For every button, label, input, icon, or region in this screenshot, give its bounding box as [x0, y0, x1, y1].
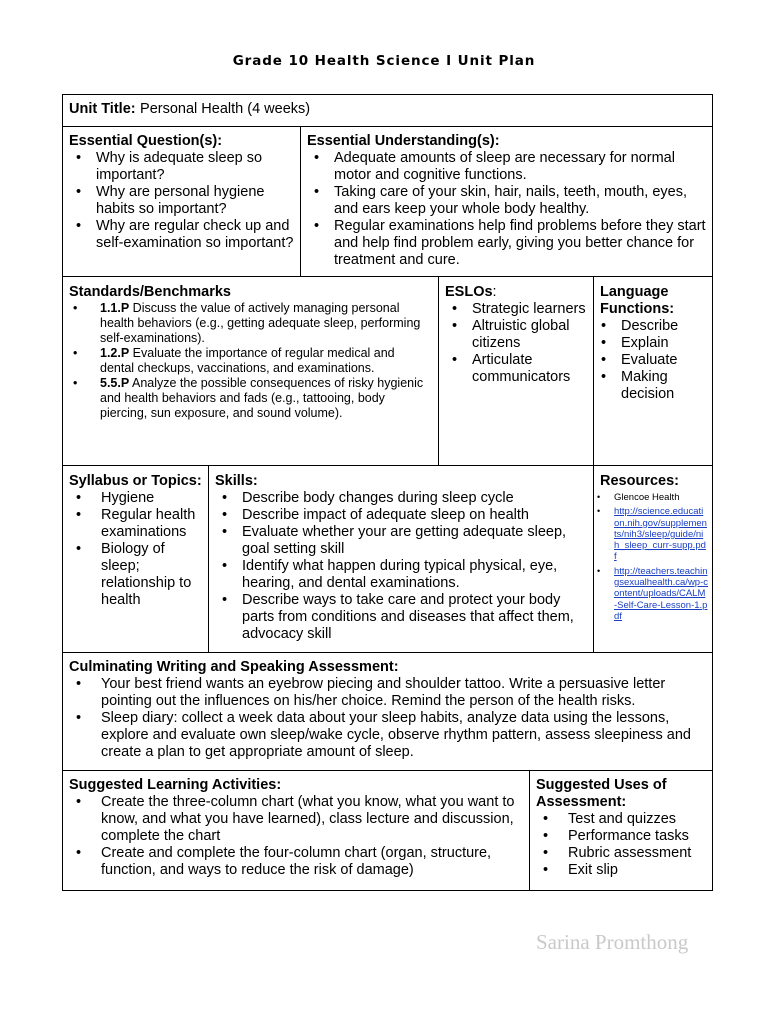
eslos-heading [445, 284, 587, 301]
list-item: • Describe [594, 318, 708, 335]
eslos-heading-colon: : [492, 284, 497, 300]
standards-cell [63, 284, 438, 421]
list-item: • Articulate communicators [445, 352, 587, 386]
resource-link[interactable]: http://science.education.nih.gov/supplements/nih3/sleep/guide/nih_sleep_curr-supp.pdf [614, 506, 707, 563]
list-item: • Sleep diary: collect a week data about your sleep habits, analyze data using the lessons, explore and evaluate own sleep/wake cycle, observe rhythm pattern, assess sleepiness and create a plan to get appropriate amount of sleep. [69, 710, 708, 761]
unit-title-cell [63, 100, 714, 118]
row-divider [63, 126, 712, 127]
list-item: • Regular examinations help find problems before they start and help find problem early, giving you better chance for treatment and cure. [307, 218, 708, 269]
list-item: • Exit slip [536, 862, 708, 879]
eslos-list [445, 301, 587, 386]
skills-heading: Skills: [215, 473, 258, 489]
learning-activities-heading: Suggested Learning Activities: [69, 777, 282, 793]
list-item: • Test and quizzes [536, 811, 708, 828]
row-divider [63, 465, 712, 466]
essential-questions-heading: Essential Question(s): [69, 133, 223, 149]
resources-heading: Resources: [600, 473, 679, 489]
list-item: • Altruistic global citizens [445, 318, 587, 352]
assessment-uses-list [536, 811, 708, 879]
list-item: • Taking care of your skin, hair, nails, teeth, mouth, eyes, and ears keep your whole body healthy. [307, 184, 708, 218]
language-functions-cell [594, 284, 714, 403]
standards-list [69, 301, 432, 421]
list-item: • Describe ways to take care and protect your body parts from conditions and diseases that affect them, advocacy skill [215, 592, 587, 643]
list-item: • Explain [594, 335, 708, 352]
list-item: • Why are regular check up and self-examination so important? [69, 218, 294, 252]
row-divider [63, 770, 712, 771]
list-item: • Why is adequate sleep so important? [69, 150, 294, 184]
essential-understandings-list [307, 150, 708, 269]
skills-cell [209, 473, 593, 643]
row-divider [63, 276, 712, 277]
standard-text: Evaluate the importance of regular medical and dental checkups, vaccinations, and examinations. [100, 346, 395, 375]
standard-code: 5.5.P [100, 376, 130, 390]
list-item: • Making decision [594, 369, 708, 403]
list-item [594, 566, 708, 622]
essential-understandings-cell [301, 133, 714, 269]
syllabus-list [69, 490, 202, 609]
language-functions-heading: Language Functions: [600, 284, 675, 317]
list-item: • Performance tasks [536, 828, 708, 845]
standards-heading: Standards/Benchmarks [69, 284, 231, 300]
resources-cell [594, 473, 714, 625]
learning-activities-cell [63, 777, 529, 879]
culminating-assessment-heading: Culminating Writing and Speaking Assessment: [69, 659, 399, 675]
list-item: • Evaluate [594, 352, 708, 369]
list-item: • Describe impact of adequate sleep on health [215, 507, 587, 524]
list-item [69, 301, 432, 346]
list-item: • Strategic learners [445, 301, 587, 318]
assessment-uses-cell [530, 777, 714, 879]
syllabus-cell [63, 473, 208, 609]
unit-title-value: Personal Health (4 weeks) [140, 101, 311, 117]
list-item: • Hygiene [69, 490, 202, 507]
learning-activities-list [69, 794, 523, 879]
skills-list [215, 490, 587, 643]
list-item: • Identify what happen during typical physical, eye, hearing, and dental examinations. [215, 558, 587, 592]
list-item [69, 376, 432, 421]
unit-title-label: Unit Title: [69, 101, 136, 117]
essential-understandings-heading: Essential Understanding(s): [307, 133, 500, 149]
eslos-heading-text: ESLOs [445, 284, 493, 300]
list-item: • Describe body changes during sleep cycle [215, 490, 587, 507]
author-watermark: Sarina Promthong [536, 930, 689, 954]
culminating-assessment-list [69, 676, 708, 761]
resources-list [594, 492, 708, 622]
row-divider [63, 652, 712, 653]
standard-text: Analyze the possible consequences of risky hygienic and health behaviors and fads (e.g., tattooing, body piercing, sun exposure, and sound volume). [100, 376, 424, 420]
list-item: • Biology of sleep; relationship to health [69, 541, 202, 609]
resource-link[interactable]: http://teachers.teachingsexualhealth.ca/wp-content/uploads/CALM-Self-Care-Lesson-1.pdf [614, 565, 708, 622]
list-item: • Create and complete the four-column chart (organ, structure, function, and ways to reduce the risk of damage) [69, 845, 523, 879]
language-functions-list [594, 318, 708, 403]
list-item: • Your best friend wants an eyebrow piecing and shoulder tattoo. Write a persuasive letter pointing out the influences on his/her choice. Remind the person of the health risks. [69, 676, 708, 710]
list-item: • Rubric assessment [536, 845, 708, 862]
syllabus-heading: Syllabus or Topics: [69, 473, 202, 489]
assessment-uses-heading: Suggested Uses of Assessment: [536, 777, 667, 810]
standard-code: 1.2.P [100, 346, 130, 360]
list-item: • Glencoe Health [594, 492, 708, 503]
eslos-cell [439, 284, 593, 386]
document-title: Grade 10 Health Science I Unit Plan [232, 53, 536, 69]
essential-questions-list [69, 150, 294, 252]
standard-code: 1.1.P [100, 301, 130, 315]
list-item [69, 346, 432, 376]
list-item: • Evaluate whether your are getting adequate sleep, goal setting skill [215, 524, 587, 558]
unit-plan-table [62, 94, 713, 891]
list-item [594, 506, 708, 562]
essential-questions-cell [63, 133, 300, 252]
standard-text: Discuss the value of actively managing personal health behaviors (e.g., getting adequate sleep, performing self-examinations). [100, 301, 421, 345]
list-item: • Regular health examinations [69, 507, 202, 541]
list-item: • Why are personal hygiene habits so important? [69, 184, 294, 218]
list-item: • Create the three-column chart (what you know, what you want to know, and what you have learned), class lecture and discussion, complete the chart [69, 794, 523, 845]
culminating-assessment-cell [63, 659, 714, 761]
list-item: • Adequate amounts of sleep are necessary for normal motor and cognitive functions. [307, 150, 708, 184]
